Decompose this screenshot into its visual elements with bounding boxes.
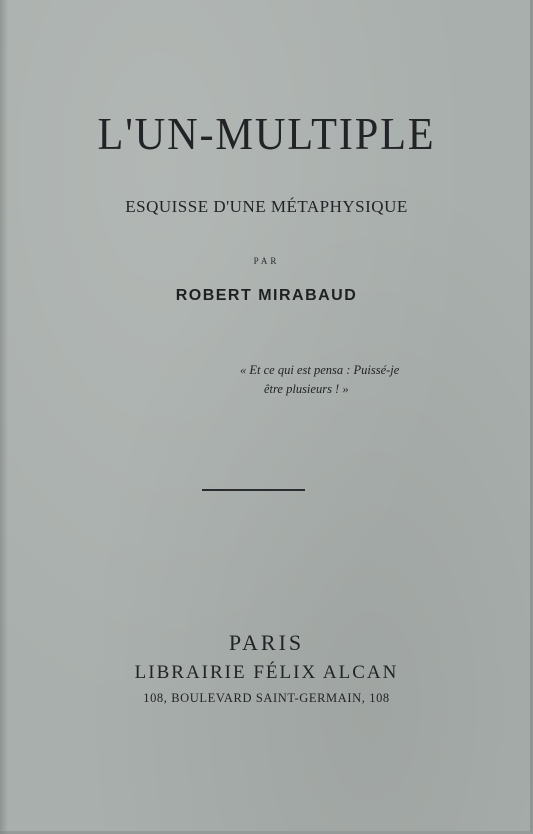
by-label: PAR bbox=[253, 256, 280, 266]
epigraph-line-2: être plusieurs ! » bbox=[264, 382, 349, 396]
book-title: L'UN-MULTIPLE bbox=[97, 108, 436, 159]
divider-rule bbox=[202, 489, 305, 491]
imprint-address: 108, BOULEVARD SAINT-GERMAIN, 108 bbox=[143, 691, 390, 705]
cover-edge-shadow bbox=[0, 0, 8, 834]
book-subtitle: ESQUISSE D'UNE MÉTAPHYSIQUE bbox=[125, 197, 408, 216]
imprint-publisher: LIBRAIRIE FÉLIX ALCAN bbox=[134, 662, 399, 683]
imprint-city: PARIS bbox=[228, 630, 305, 655]
epigraph bbox=[240, 361, 460, 399]
author-name: ROBERT MIRABAUD bbox=[175, 287, 358, 304]
epigraph-line-1: « Et ce qui est pensa : Puissé-je bbox=[240, 363, 400, 377]
